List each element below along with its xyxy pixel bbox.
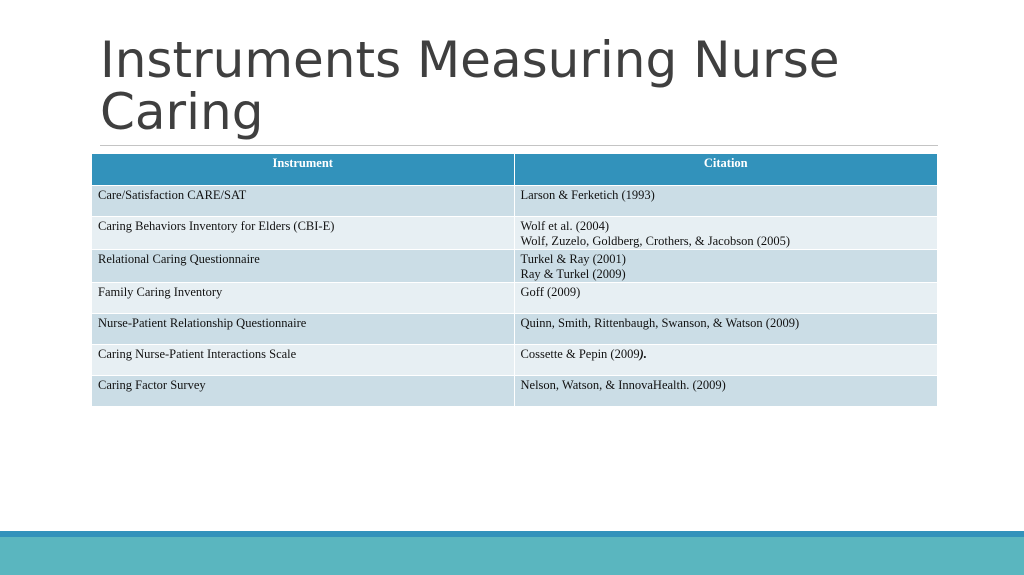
citation-text: Cossette & Pepin (2009 bbox=[520, 346, 640, 361]
instrument-cell: Care/Satisfaction CARE/SAT bbox=[92, 185, 514, 216]
citation-line bbox=[521, 252, 932, 267]
table-header-row bbox=[92, 154, 937, 185]
table-row bbox=[92, 249, 937, 282]
citation-text: Larson & Ferketich (1993) bbox=[520, 187, 655, 202]
slide-title: Instruments Measuring Nurse Caring bbox=[100, 31, 840, 141]
citation-cell bbox=[514, 216, 937, 249]
citation-text: Quinn, Smith, Rittenbaugh, Swanson, & Watson (2009) bbox=[520, 315, 800, 330]
header-instrument: Instrument bbox=[92, 154, 514, 185]
table-row bbox=[92, 344, 937, 375]
instruments-table-container bbox=[92, 154, 937, 407]
table-header bbox=[92, 154, 937, 185]
citation-line bbox=[521, 267, 932, 282]
citation-line bbox=[521, 316, 932, 331]
citation-emphasis: ). bbox=[639, 346, 647, 361]
citation-line bbox=[521, 285, 932, 300]
instrument-cell: Nurse-Patient Relationship Questionnaire bbox=[92, 313, 514, 344]
citation-line bbox=[521, 378, 932, 393]
title-divider bbox=[100, 145, 938, 146]
header-citation: Citation bbox=[514, 154, 937, 185]
citation-text: Wolf, Zuzelo, Goldberg, Crothers, & Jacobson (2005) bbox=[520, 233, 791, 248]
citation-text: Wolf et al. (2004) bbox=[520, 218, 610, 233]
instrument-cell: Caring Factor Survey bbox=[92, 375, 514, 406]
instruments-table bbox=[92, 154, 937, 407]
table-row bbox=[92, 375, 937, 406]
citation-line bbox=[521, 219, 932, 234]
citation-cell bbox=[514, 282, 937, 313]
citation-text: Goff (2009) bbox=[520, 284, 581, 299]
citation-line bbox=[521, 234, 932, 249]
instrument-cell: Caring Behaviors Inventory for Elders (CBI-E) bbox=[92, 216, 514, 249]
citation-text: Turkel & Ray (2001) bbox=[520, 251, 626, 266]
citation-cell bbox=[514, 375, 937, 406]
citation-text: Nelson, Watson, & InnovaHealth. (2009) bbox=[520, 377, 726, 392]
table-row bbox=[92, 313, 937, 344]
citation-line bbox=[521, 347, 932, 362]
citation-text: Ray & Turkel (2009) bbox=[520, 266, 626, 281]
instrument-cell: Caring Nurse-Patient Interactions Scale bbox=[92, 344, 514, 375]
citation-cell bbox=[514, 313, 937, 344]
table-row bbox=[92, 185, 937, 216]
instrument-cell: Relational Caring Questionnaire bbox=[92, 249, 514, 282]
citation-cell bbox=[514, 344, 937, 375]
citation-cell bbox=[514, 249, 937, 282]
instrument-cell: Family Caring Inventory bbox=[92, 282, 514, 313]
citation-line bbox=[521, 188, 932, 203]
table-row bbox=[92, 282, 937, 313]
citation-cell bbox=[514, 185, 937, 216]
table-row bbox=[92, 216, 937, 249]
table-body bbox=[92, 185, 937, 406]
footer-band bbox=[0, 537, 1024, 575]
